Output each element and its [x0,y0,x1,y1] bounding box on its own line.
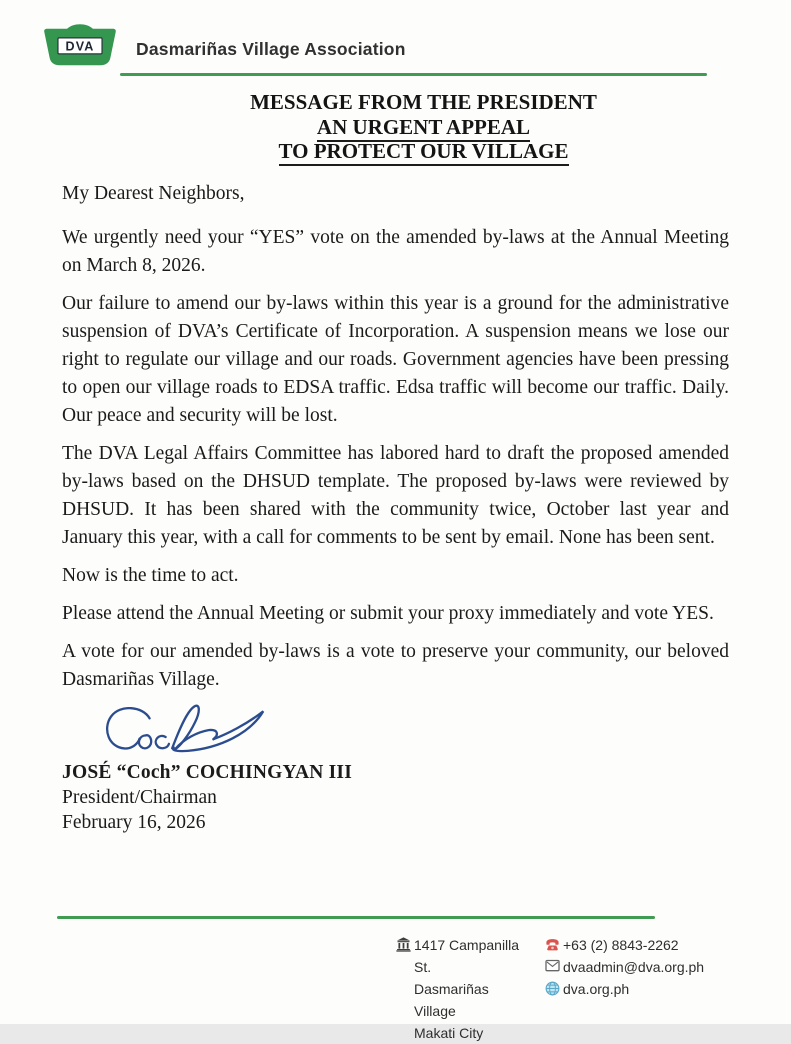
letter-paragraph: Our failure to amend our by-laws within this year is a ground for the administrative suspension of DVA’s Certificate of Incorporation. A suspension means we lose our right to regulate our village and our roads. Government agencies have been pressing to open our village roads to EDSA traffic. Edsa traffic will become our traffic. Daily. Our peace and security will be lost. [62,293,729,426]
letter-paragraph: Please attend the Annual Meeting or submit your proxy immediately and vote YES. [62,603,714,624]
signatory-title: President/Chairman [62,787,217,808]
letter-paragraph: Now is the time to act. [62,565,239,586]
header-divider [120,73,707,76]
website-url: dva.org.ph [563,981,630,997]
letter-paragraph: The DVA Legal Affairs Committee has labored hard to draft the proposed amended by-laws based on the DHSUD template. The proposed by-laws were reviewed by DHSUD. It has been shared with the community twice, October last year and January this year, with a call for comments to be sent by email. None has been sent. [62,443,729,548]
org-name: Dasmariñas Village Association [136,38,406,59]
dva-logo-shield [42,18,118,70]
letter-title-line3: TO PROTECT OUR VILLAGE [279,139,569,166]
signature-date: February 16, 2026 [62,812,206,833]
email-address: dvaadmin@dva.org.ph [563,959,705,975]
address-line: Dasmariñas Village [414,981,489,1019]
signature-block [62,760,729,835]
address-line: 1417 Campanilla St. [414,937,520,975]
footer-address [396,934,529,1044]
dva-logo-text: DVA [65,39,95,54]
letter-paragraph: A vote for our amended by-laws is a vote to preserve your community, our beloved Dasmariñas Village. [62,641,729,690]
footer-phone-row [545,934,704,956]
envelope-icon [545,959,560,978]
letter-body [62,180,729,835]
globe-icon [545,981,560,1000]
dva-logo [42,18,118,70]
signatory-name: JOSÉ “Coch” COCHINGYAN III [62,762,352,783]
phone-icon [545,937,560,956]
footer-website-row [545,978,704,1000]
phone-number: +63 (2) 8843-2262 [563,937,679,953]
footer-contacts [545,934,704,1044]
letterhead [42,18,406,70]
letter-title [90,90,757,164]
footer-email-row [545,956,704,978]
signature-ink [90,700,729,760]
building-icon [396,937,411,1044]
address-line: Makati City [414,1025,484,1041]
letter-paragraph: We urgently need your “YES” vote on the amended by-laws at the Annual Meeting on March 8, 2026. [62,227,729,276]
letter-title-line1: MESSAGE FROM THE PRESIDENT [250,90,597,114]
footer-divider [57,916,655,919]
letter-footer [396,934,704,1044]
salutation: My Dearest Neighbors, [62,183,245,204]
letter-title-line2: AN URGENT APPEAL [317,115,530,142]
